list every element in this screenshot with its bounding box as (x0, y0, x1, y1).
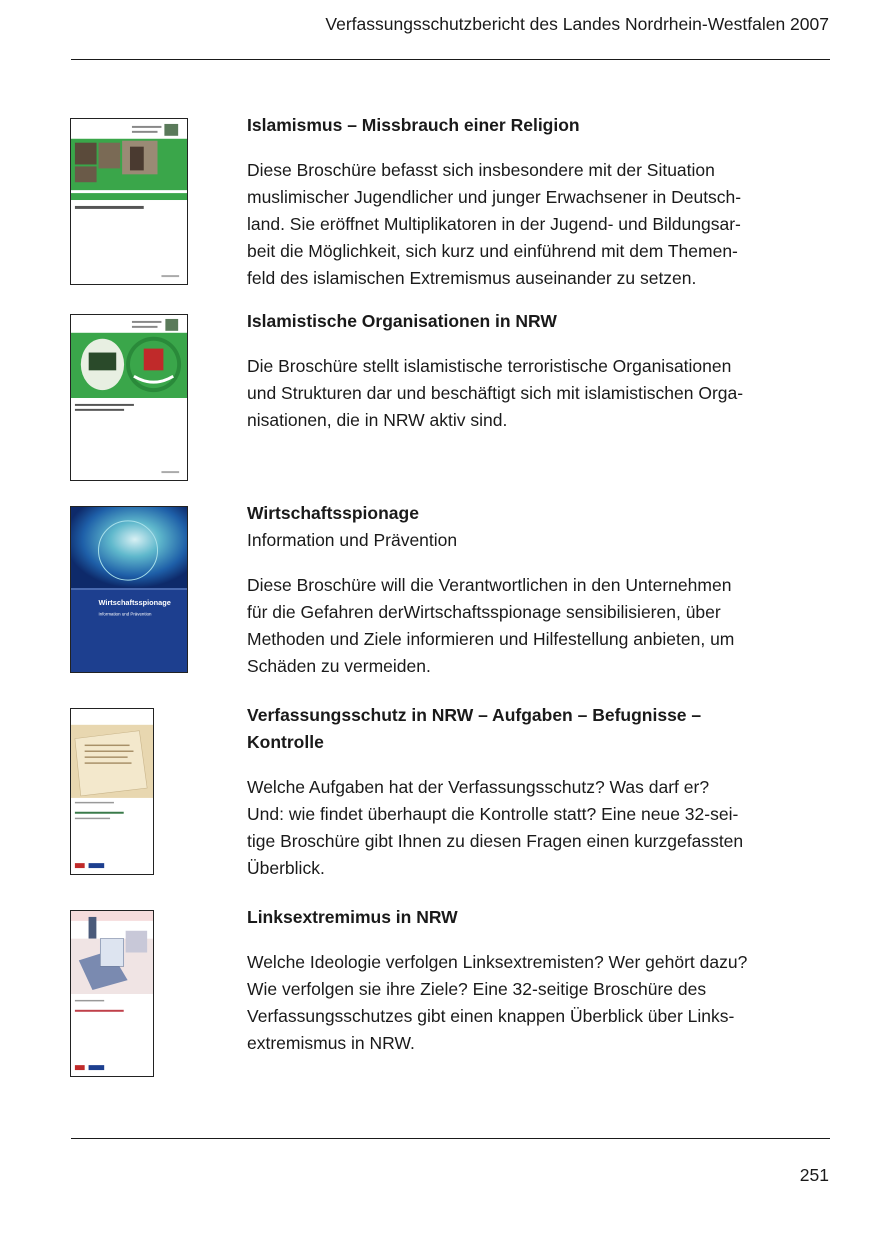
entry-title: Wirtschaftsspionage (247, 503, 419, 523)
entry-description: Welche Ideologie verfolgen Linksextremisten? Wer gehört dazu? Wie verfolgen sie ihre Ziele? Eine 32-seitige Broschüre des Verfassungsschutzes gibt einen knappen Überblick über Links- extremismus in NRW. (247, 952, 748, 1053)
svg-text:Information und Prävention: Information und Prävention (98, 611, 152, 617)
brochure-cover-linksextremismus (70, 910, 154, 1077)
entry-description: Welche Aufgaben hat der Verfassungsschutz? Was darf er? Und: wie findet überhaupt die Kontrolle statt? Eine neue 32-sei- tige Broschüre gibt Ihnen zu diesen Fragen einen kurzgefassten Überblick. (247, 777, 744, 878)
footer-rule (71, 1138, 830, 1139)
entry-description: Diese Broschüre will die Verantwortlichen in den Unternehmen für die Gefahren derWirtschaftsspionage sensibilisieren, über Methoden und Ziele informieren und Hilfestellung anbieten, um Schäden zu vermeiden. (247, 575, 735, 676)
brochure-cover-verfassungsschutz (70, 708, 154, 875)
brochure-cover-islamismus (70, 118, 188, 285)
entry-subtitle: Information und Prävention (247, 530, 458, 550)
entry-description: Diese Broschüre befasst sich insbesondere mit der Situation muslimischer Jugendlicher und junger Erwachsener in Deutsch- land. Sie eröffnet Multiplikatoren in der Jugend- und Bildungsar- beit die Möglichkeit, sich kurz und einführend mit dem Themen- feld des islamischen Extremismus auseinander zu setzen. (247, 160, 742, 288)
header-rule (71, 59, 830, 60)
entry-title: Linksextremimus in NRW (247, 907, 458, 927)
brochure-cover-wirtschaftsspionage (70, 506, 188, 673)
entry-title: Islamistische Organisationen in NRW (247, 311, 557, 331)
brochure-cover-organisationen (70, 314, 188, 481)
page-number: 251 (799, 1165, 829, 1185)
entry-description: Die Broschüre stellt islamistische terroristische Organisationen und Strukturen dar und beschäftigt sich mit islamistischen Orga- nisationen, die in NRW aktiv sind. (247, 356, 744, 430)
svg-text:Wirtschaftsspionage: Wirtschaftsspionage (98, 597, 171, 607)
entry-title: Verfassungsschutz in NRW – Aufgaben – Befugnisse – Kontrolle (247, 705, 702, 752)
entry-title: Islamismus – Missbrauch einer Religion (247, 115, 580, 135)
running-title: Verfassungsschutzbericht des Landes Nordrhein-Westfalen 2007 (325, 14, 829, 34)
